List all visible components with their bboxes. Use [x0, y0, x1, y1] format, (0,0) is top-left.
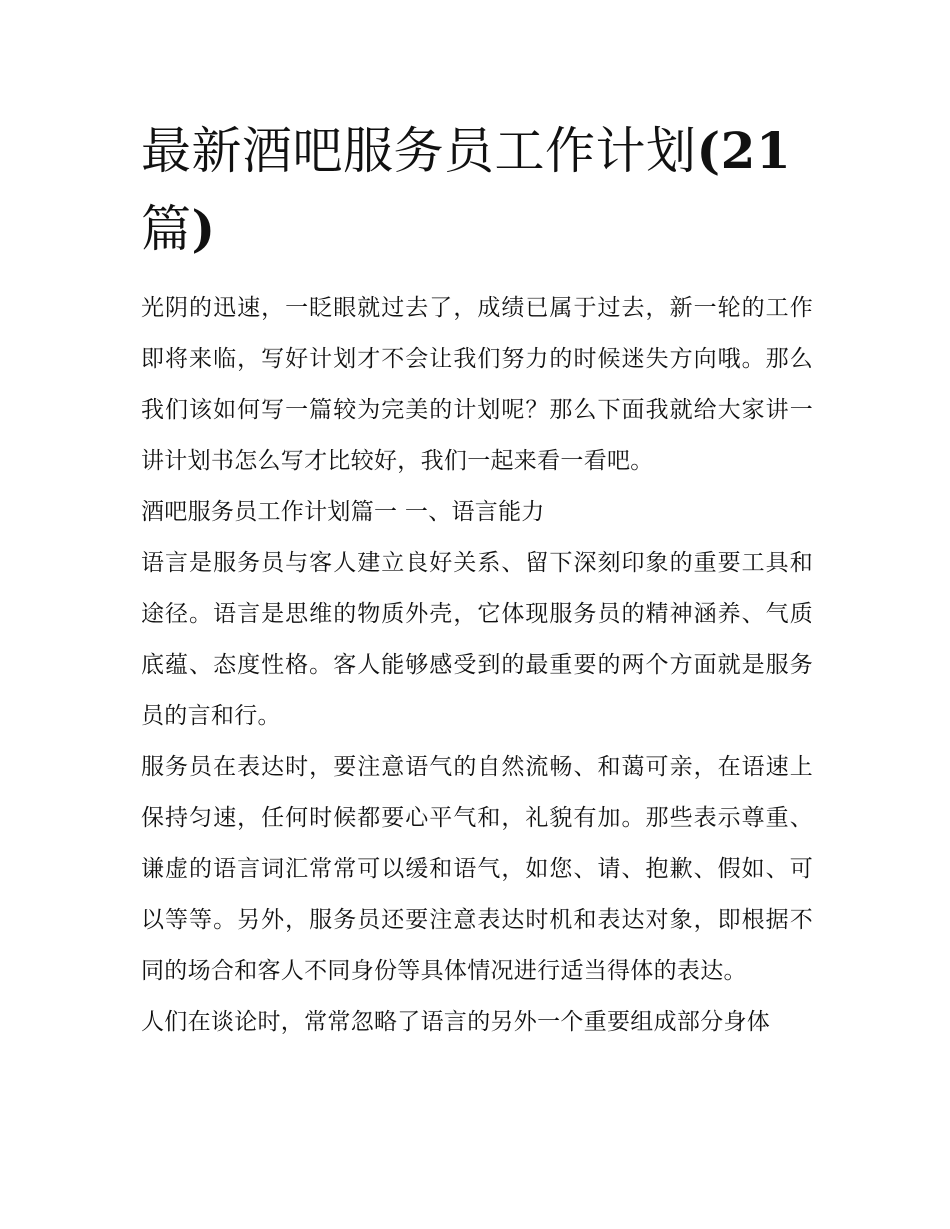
- title-paren-text: (21: [696, 121, 792, 180]
- title-line2-paren: ): [191, 199, 216, 258]
- paragraph-intro: 光阴的迅速，一眨眼就过去了，成绩已属于过去，新一轮的工作即将来临，写好计划才不会让我们努力的时候迷失方向哦。那么我们该如何写一篇较为完美的计划呢？那么下面我就给大家讲一讲计划书怎么写才比较好，我们一起来看一看吧。: [141, 295, 813, 474]
- paragraph-language-tool: 语言是服务员与客人建立良好关系、留下深刻印象的重要工具和途径。语言是思维的物质外壳，它体现服务员的精神涵养、气质底蕴、态度性格。客人能够感受到的最重要的两个方面就是服务员的言和行。: [141, 550, 813, 729]
- section-heading: 酒吧服务员工作计划篇一 一、语言能力: [141, 499, 545, 525]
- title-line2-word: 篇: [141, 200, 192, 258]
- document-page: [141, 112, 813, 1048]
- document-body: [141, 283, 813, 1048]
- paragraph-body-language: 人们在谈论时，常常忽略了语言的另外一个重要组成部分身体: [141, 1009, 771, 1035]
- title-main-text: 最新酒吧服务员工作计划: [141, 122, 697, 180]
- paragraph-expression: 服务员在表达时，要注意语气的自然流畅、和蔼可亲，在语速上保持匀速，任何时候都要心平气和，礼貌有加。那些表示尊重、谦虚的语言词汇常常可以缓和语气，如您、请、抱歉、假如、可以等等。另外，服务员还要注意表达时机和表达对象，即根据不同的场合和客人不同身份等具体情况进行适当得体的表达。: [141, 754, 813, 984]
- document-title: [141, 112, 813, 268]
